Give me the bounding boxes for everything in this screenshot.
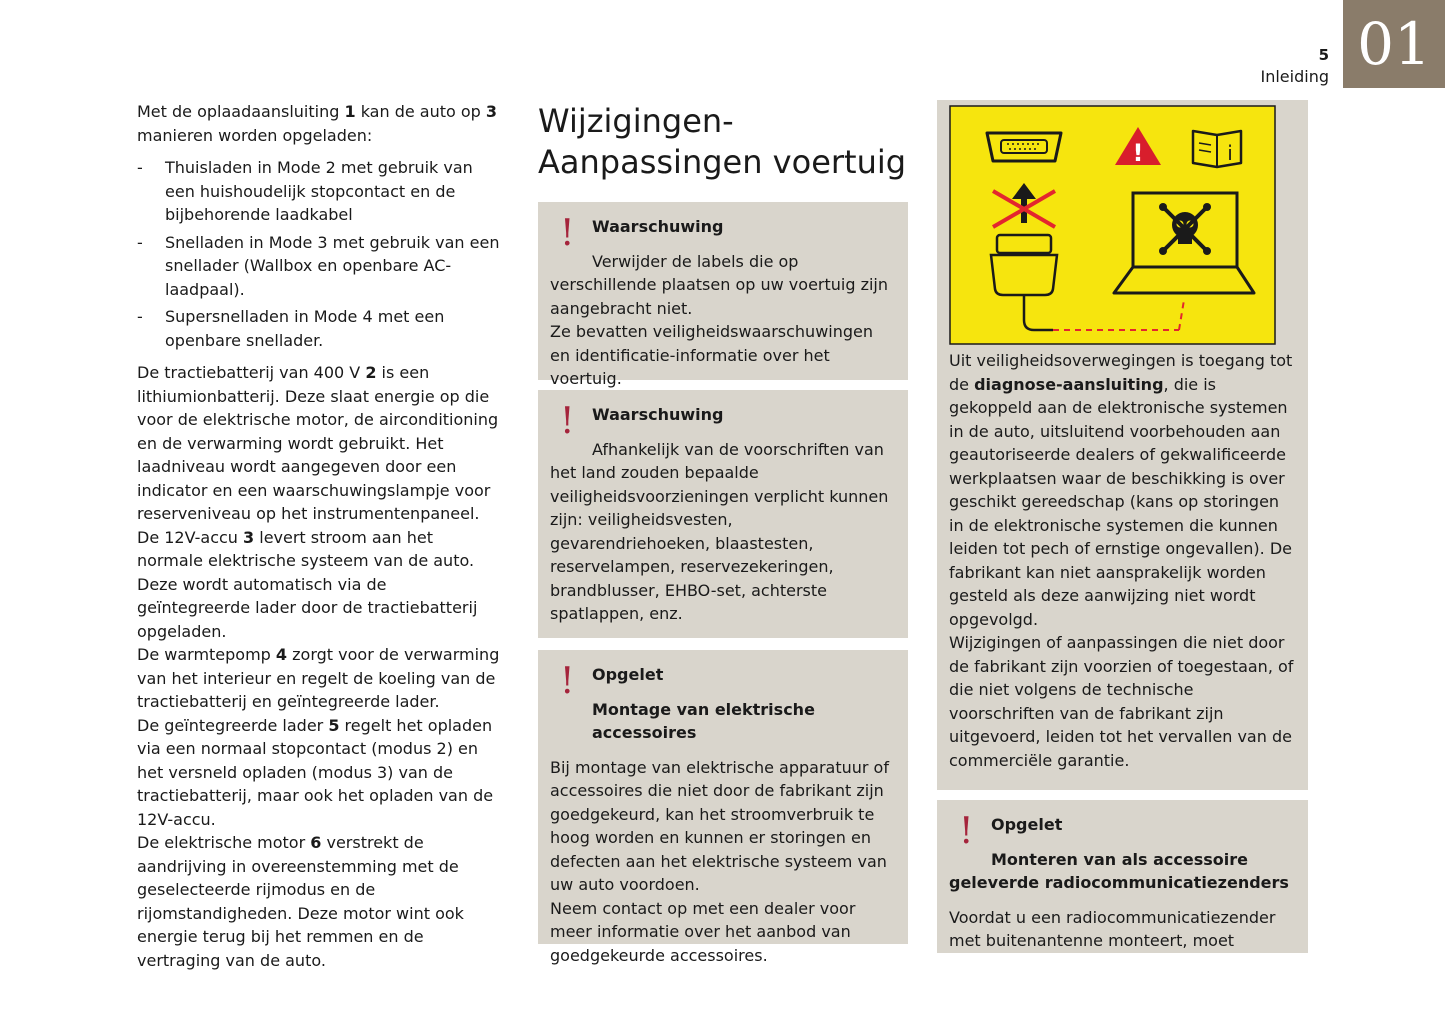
notice-box-radio <box>937 800 1308 953</box>
modification-text: Wijzigingen of aanpassingen die niet door de fabrikant zijn voorzien of toegestaan, of die niet volgens de technische voorschriften van de fabrikant zijn uitgevoerd, leiden tot het vervallen van de commerciële garantie. <box>949 633 1294 770</box>
notice-heading: Opgelet <box>592 665 664 684</box>
warning-box-equipment <box>538 390 908 638</box>
exclamation-icon: ! <box>560 661 575 702</box>
svg-text:i: i <box>1227 141 1233 165</box>
notice-heading: Opgelet <box>991 815 1063 834</box>
svg-text:!: ! <box>1132 139 1144 167</box>
warning-heading: Waarschuwing <box>592 405 724 424</box>
motor-paragraph: De elektrische motor 6 verstrekt de aandrijving in overeenstemming met de geselecteerde rijmodus en de rijomstandigheden. Deze motor wint ook energie terug bij het remmen en de vertraging van de auto. <box>137 833 464 970</box>
notice-subheading: Montage van elektrische accessoires <box>592 699 815 742</box>
diagnostic-warning-label <box>949 105 1276 345</box>
section-title: Wijzigingen-Aanpassingen voertuig <box>538 102 907 181</box>
diagnostic-text: Uit veiligheidsoverwegingen is toegang tot de diagnose-aansluiting, die is gekoppeld aan de elektronische systemen in de auto, uitsluitend voorbehouden aan geautoriseerde dealers of gekwalificeerde werkplaatsen waar de beschikking is over geschikt gereedschap (kans op storingen in de elektronische systemen die kunnen leiden tot pech of ernstige ongevallen). De fabrikant kan niet aansprakelijk worden gesteld als deze aanwijzing niet wordt opgevolgd. <box>949 351 1293 629</box>
charging-modes-list <box>137 156 502 352</box>
warning-text: Verwijder de labels die op verschillende plaatsen op uw voertuig zijn aangebracht niet. Ze bevatten veiligheidswaarschuwingen en identificatie-informatie over het voertuig. <box>550 251 889 388</box>
list-item: - Thuisladen in Mode 2 met gebruik van een huishoudelijk stopcontact en de bijbehorende laadkabel <box>137 158 473 224</box>
charger-paragraph: De geïntegreerde lader 5 regelt het opladen via een normaal stopcontact (modus 2) en het versneld opladen (modus 3) van de tractiebatterij, maar ook het opladen van de 12V-accu. <box>137 715 494 829</box>
warning-text: Afhankelijk van de voorschriften van het land zouden bepaalde veiligheidsvoorzieningen verplicht kunnen zijn: veiligheidsvesten, gevarendriehoeken, blaastesten, reservelampen, reservezekeringen, brandblusser, EHBO-set, achterste spatlappen, enz. <box>550 439 889 623</box>
exclamation-icon: ! <box>560 401 575 442</box>
section-name: Inleiding <box>1260 67 1329 86</box>
chapter-tab: 01 <box>1343 0 1445 88</box>
page-number: 5 <box>1318 46 1329 64</box>
diagnostic-box <box>937 100 1308 790</box>
exclamation-icon: ! <box>959 811 974 852</box>
notice-subheading: Monteren van als accessoire geleverde radiocommunicatiezenders <box>949 849 1289 892</box>
heatpump-paragraph: De warmtepomp 4 zorgt voor de verwarming van het interieur en regelt de koeling van de tractiebatterij en geïntegreerde lader. <box>137 645 500 711</box>
list-item: - Supersnelladen in Mode 4 met een openbare snellader. <box>137 307 445 350</box>
intro-column <box>137 100 502 972</box>
exclamation-icon: ! <box>560 213 575 254</box>
battery-paragraph: De tractiebatterij van 400 V 2 is een lithiumionbatterij. Deze slaat energie op die voor de elektrische motor, de airconditioning en de verwarming wordt gebruikt. Het laadniveau wordt aangegeven door een indicator en een waarschuwingslampje voor reserveniveau op het instrumentenpaneel. <box>137 363 499 523</box>
charging-intro: Met de oplaadaansluiting 1 kan de auto op 3 manieren worden opgeladen: <box>137 102 498 145</box>
list-item: - Snelladen in Mode 3 met gebruik van een snellader (Wallbox en openbare AC-laadpaal). <box>137 232 500 299</box>
notice-text: Voordat u een radiocommunicatiezender met buitenantenne monteert, moet <box>949 907 1276 950</box>
warning-heading: Waarschuwing <box>592 217 724 236</box>
warning-box-labels <box>538 202 908 388</box>
notice-box-accessories <box>538 650 908 965</box>
accu-paragraph: De 12V-accu 3 levert stroom aan het normale elektrische systeem van de auto. Deze wordt automatisch via de geïntegreerde lader door de tractiebatterij opgeladen. <box>137 527 478 641</box>
notice-text: Bij montage van elektrische apparatuur of accessoires die niet door de fabrikant zijn goedgekeurd, kan het stroomverbruik te hoog worden en kunnen er storingen en defecten aan het elektrische systeem van uw auto voordoen. Neem contact op met een dealer voor meer informatie over het aanbod van goedgekeurde accessoires. <box>550 757 889 965</box>
